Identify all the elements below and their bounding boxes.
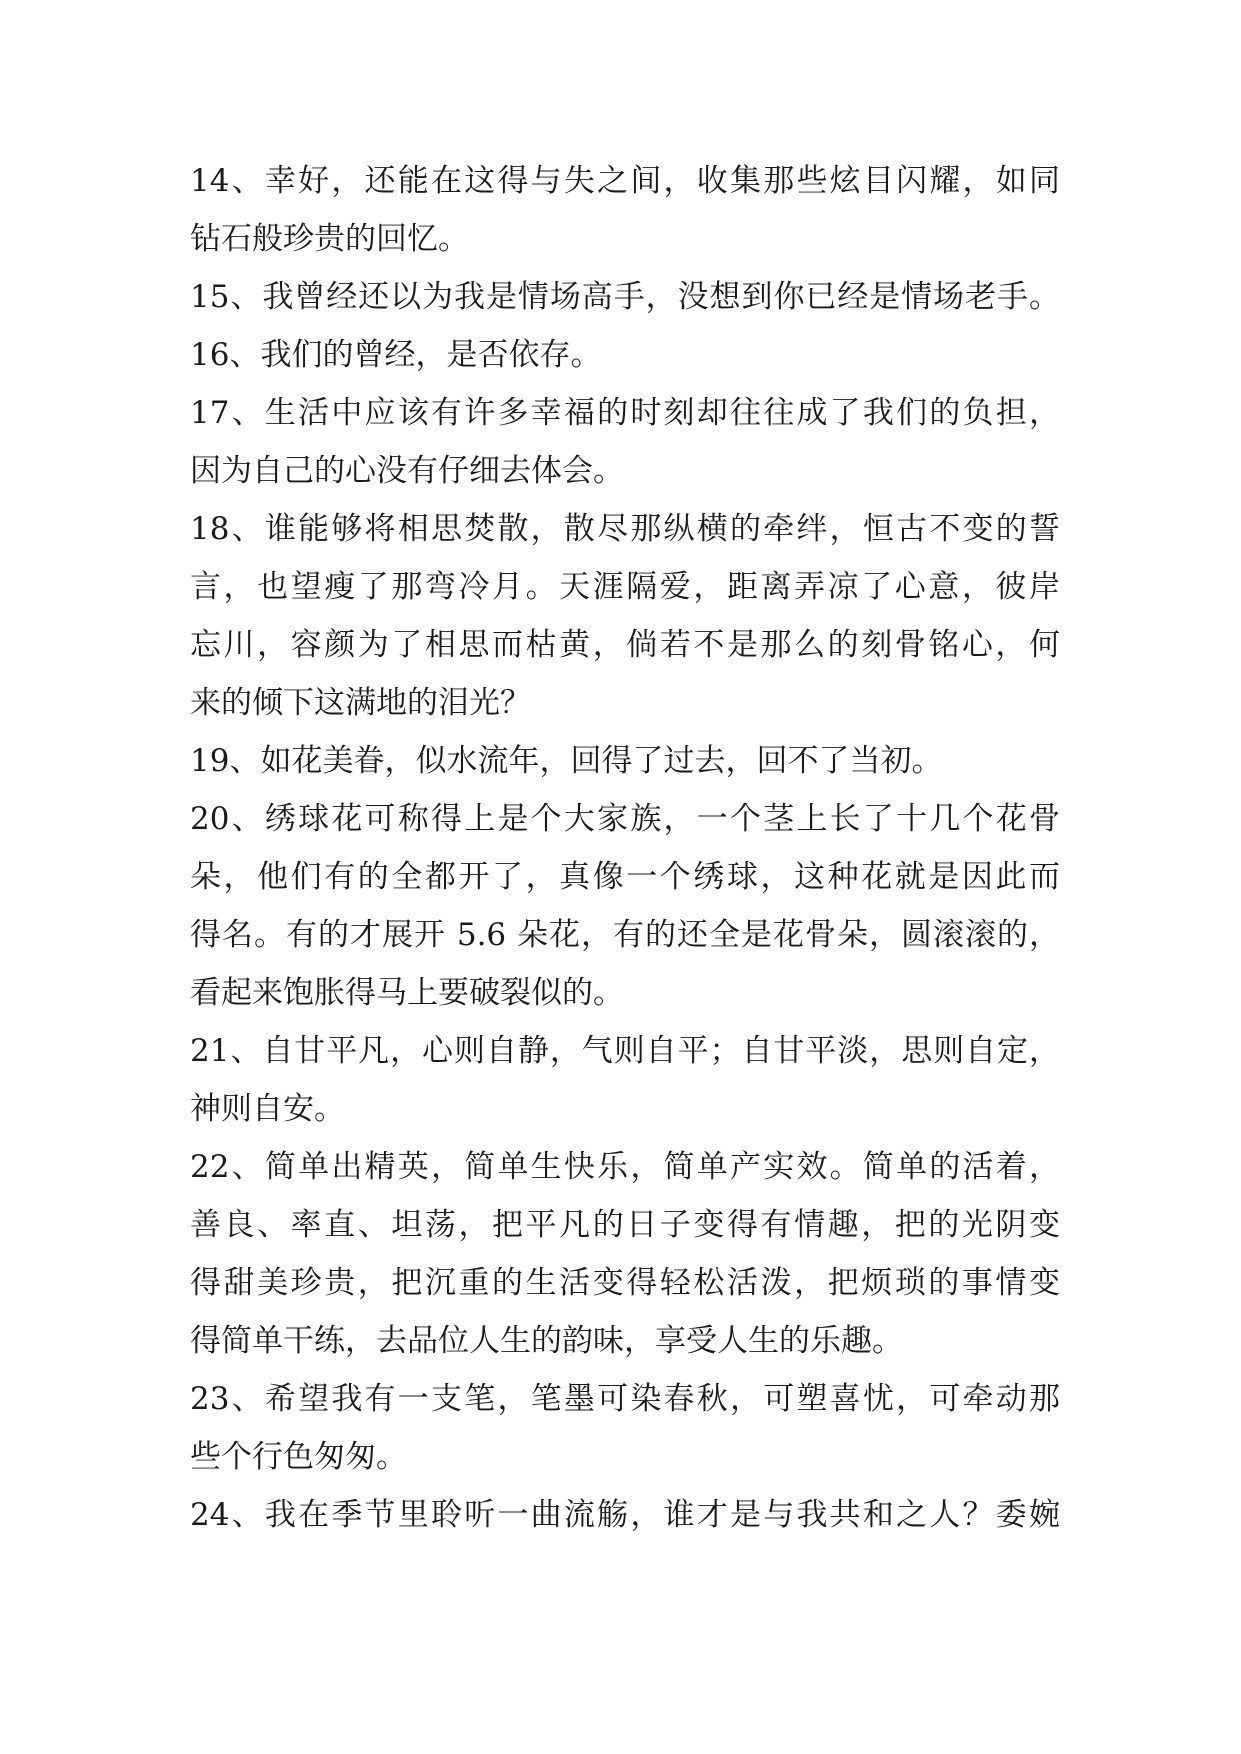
- text-line: 些个行色匆匆。: [190, 1439, 407, 1475]
- text-line: 得简单干练，去品位人生的韵味，享受人生的乐趣。: [190, 1323, 903, 1359]
- text-line: 得名。有的才展开 5.6 朵花，有的还全是花骨朵，圆滚滚的，: [190, 917, 1060, 953]
- text-line: 忘川，容颜为了相思而枯黄，倘若不是那么的刻骨铭心，何: [190, 627, 1060, 663]
- text-line: 14、幸好，还能在这得与失之间，收集那些炫目闪耀，如同: [190, 163, 1060, 199]
- text-line: 来的倾下这满地的泪光？: [190, 685, 531, 721]
- text-line: 言，也望瘦了那弯冷月。天涯隔爱，距离弄凉了心意，彼岸: [190, 569, 1060, 605]
- text-line: 因为自己的心没有仔细去体会。: [190, 453, 624, 489]
- text-line: 24、我在季节里聆听一曲流觞，谁才是与我共和之人？委婉: [190, 1497, 1060, 1533]
- text-line: 18、谁能够将相思焚散，散尽那纵横的牵绊，恒古不变的誓: [190, 511, 1060, 547]
- text-line: 22、简单出精英，简单生快乐，简单产实效。简单的活着，: [190, 1149, 1060, 1185]
- text-line: 15、我曾经还以为我是情场高手，没想到你已经是情场老手。: [190, 279, 1060, 315]
- text-line: 17、生活中应该有许多幸福的时刻却往往成了我们的负担，: [190, 395, 1060, 431]
- text-line: 神则自安。: [190, 1091, 345, 1127]
- text-line: 16、我们的曾经，是否依存。: [190, 337, 602, 373]
- text-line: 21、自甘平凡，心则自静，气则自平；自甘平淡，思则自定，: [190, 1033, 1060, 1069]
- text-line: 19、如花美眷，似水流年，回得了过去，回不了当初。: [190, 743, 943, 779]
- text-line: 朵，他们有的全都开了，真像一个绣球，这种花就是因此而: [190, 859, 1060, 895]
- text-line: 钻石般珍贵的回忆。: [190, 221, 469, 257]
- text-line: 得甜美珍贵，把沉重的生活变得轻松活泼，把烦琐的事情变: [190, 1265, 1060, 1301]
- document-body: [190, 152, 1060, 1544]
- text-line: 善良、率直、坦荡，把平凡的日子变得有情趣，把的光阴变: [190, 1207, 1060, 1243]
- text-line: 20、绣球花可称得上是个大家族，一个茎上长了十几个花骨: [190, 801, 1060, 837]
- text-line: 23、希望我有一支笔，笔墨可染春秋，可塑喜忧，可牵动那: [190, 1381, 1060, 1417]
- text-line: 看起来饱胀得马上要破裂似的。: [190, 975, 624, 1011]
